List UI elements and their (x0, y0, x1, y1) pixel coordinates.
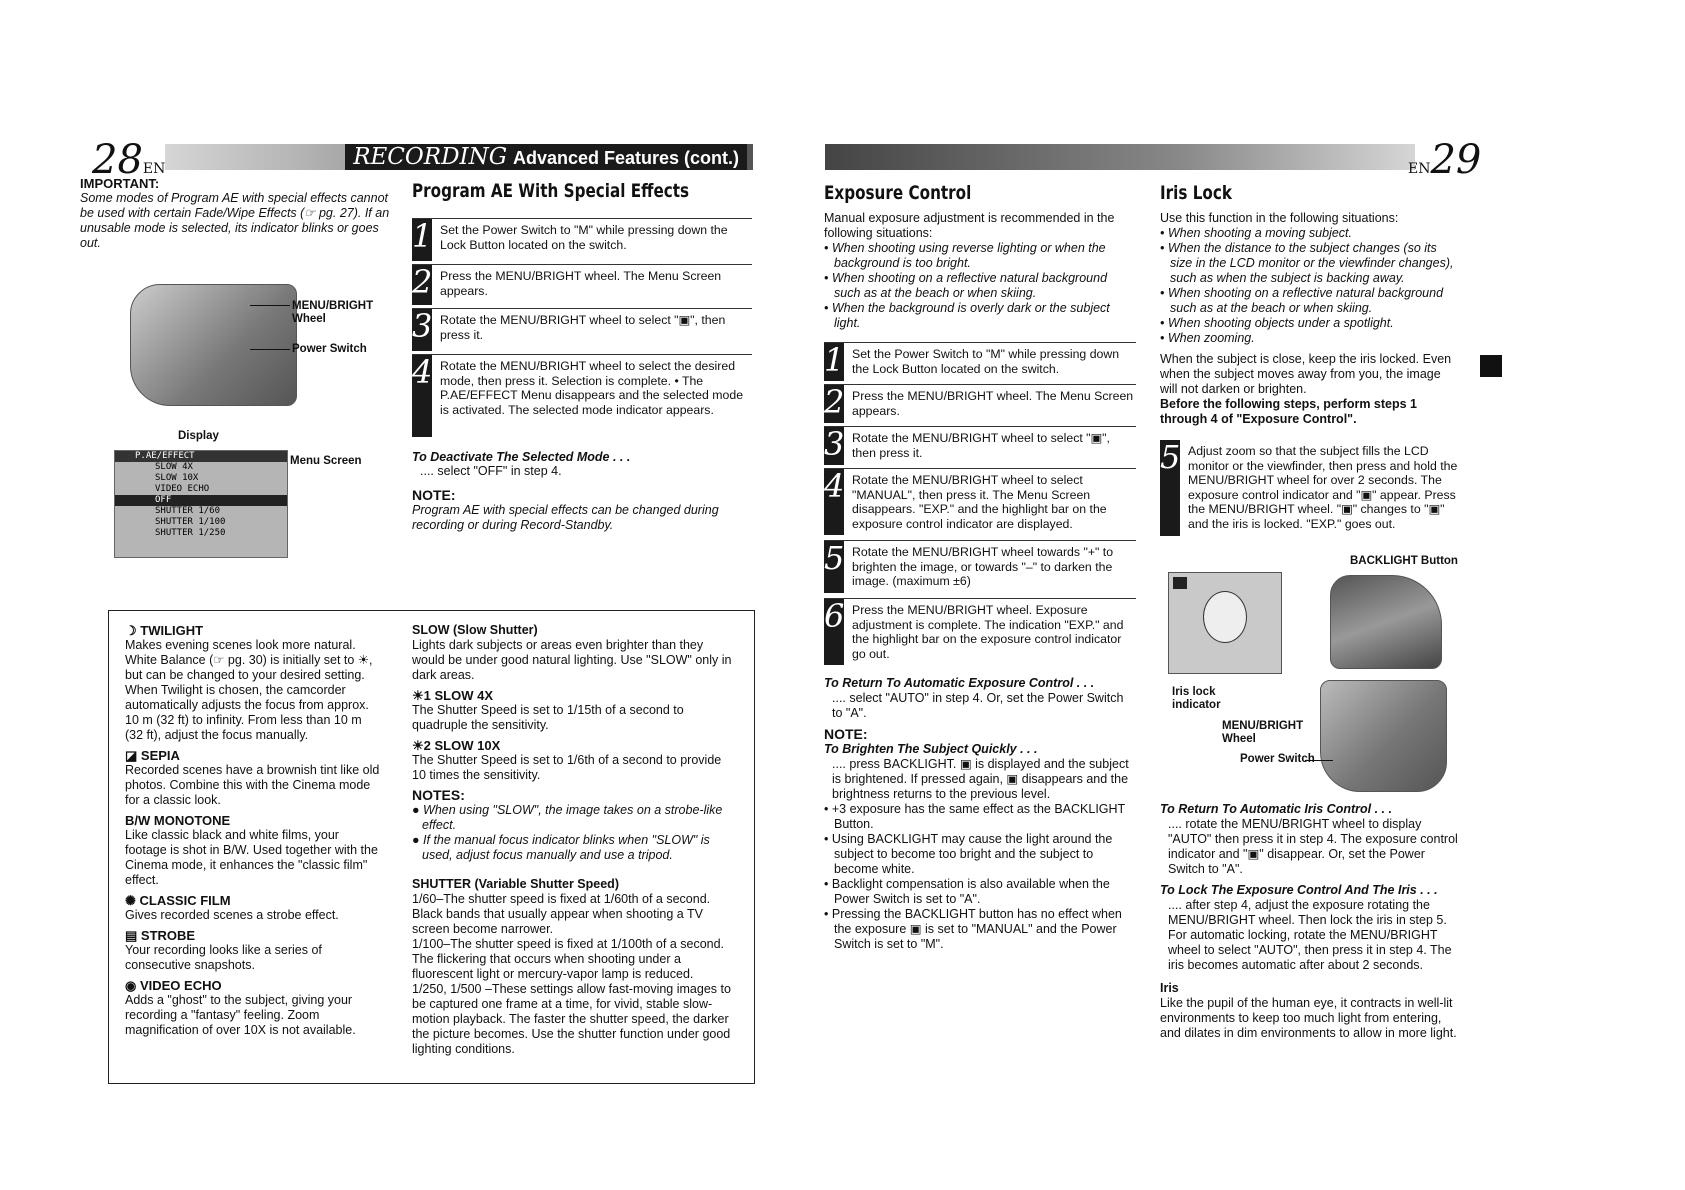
iris-def-title: Iris (1160, 981, 1179, 995)
note-item: • +3 exposure has the same effect as the BACKLIGHT Button. (824, 802, 1125, 831)
iris-before-text: Before the following steps, perform steps 1 through 4 of "Exposure Control". (1160, 397, 1417, 426)
case-item: • When shooting on a reflective natural background such as at the beach or when skiing. (1160, 286, 1444, 315)
note-item: ● When using "SLOW", the image takes on a strobe-like effect. (412, 803, 723, 832)
deactivate-text: .... select "OFF" in step 4. (420, 464, 562, 478)
label-display: Display (178, 430, 219, 442)
slow-10x-icon: ☀2 (412, 738, 431, 753)
important-block (80, 176, 390, 251)
leader-line (250, 305, 290, 306)
step-text: Rotate the MENU/BRIGHT wheel to select "▣", then press it. (852, 431, 1110, 460)
iris-lock-indicator-icon (1173, 577, 1187, 589)
slow-4x-head: ☀1 SLOW 4X (412, 688, 494, 703)
step-text: Rotate the MENU/BRIGHT wheel to select the desired mode, then press it. Selection is complete. • The P.AE/EFFECT Menu disappears and the selected mode is activated. The selected mode indicator appears. (440, 359, 744, 417)
iris-intro-block (1160, 211, 1460, 427)
step-number: 3 (824, 425, 845, 463)
case-item: • When the background is overly dark or the subject light. (824, 301, 1110, 330)
step-number: 4 (412, 355, 432, 437)
menu-item: VIDEO ECHO (155, 484, 210, 494)
mode-classic-film: ✺ CLASSIC FILM (125, 893, 231, 908)
twilight-icon: ☽ (125, 623, 137, 638)
header-bar-right (825, 144, 1415, 170)
section-title-exposure: Exposure Control (824, 182, 972, 204)
step-text: Press the MENU/BRIGHT wheel. Exposure adjustment is complete. The indication "EXP." and the highlight bar on the exposure control indicator go out. (852, 603, 1124, 661)
brighten-text: .... press BACKLIGHT. ▣ is displayed and the subject is brightened. If pressed again, ▣ disappears and the brightness returns to the previous level. (832, 757, 1129, 801)
leader-line (1305, 760, 1333, 761)
note-item: • Pressing the BACKLIGHT button has no effect when the exposure ▣ is set to "MANUAL" and the Power Switch is set to "M". (824, 907, 1122, 951)
menu-item: P.AE/EFFECT (115, 451, 287, 462)
exposure-notes-block (824, 676, 1136, 952)
section-title-iris-lock: Iris Lock (1160, 182, 1232, 204)
mode-text: Like classic black and white films, your footage is shot in B/W. Used together with the Cinema mode, it enhances the "classic film" effect. (125, 828, 378, 887)
exposure-cases (824, 241, 1136, 331)
menu-item: SLOW 4X (155, 462, 193, 472)
step-1 (412, 218, 752, 261)
strobe-icon: ▤ (125, 928, 138, 943)
deactivate-block (412, 450, 752, 533)
camcorder-illustration (130, 284, 297, 406)
exposure-intro: Manual exposure adjustment is recommended in the following situations: (824, 211, 1115, 240)
label-menu-bright-wheel-right: MENU/BRIGHT Wheel (1222, 720, 1304, 745)
menu-item: SLOW 10X (155, 473, 199, 483)
exp-step-2 (824, 384, 1136, 423)
mode-strobe: ▤ STROBE (125, 928, 196, 943)
mode-text: Makes evening scenes look more natural. White Balance (☞ pg. 30) is initially set to ☀, but can be changed to your desired setting. When Twilight is chosen, the camcorder automatically adjusts the focus from approx. 10 m (32 ft) to infinity. From less than 10 m (32 ft), adjust the focus manually. (125, 638, 373, 742)
return-auto-title: To Return To Automatic Exposure Control . . . (824, 676, 1095, 690)
label-power-switch: Power Switch (292, 343, 367, 355)
label-backlight-button: BACKLIGHT Button (1350, 555, 1458, 567)
iris-intro: Use this function in the following situations: (1160, 211, 1399, 225)
camcorder-top-illustration (1330, 575, 1442, 669)
return-auto-text: .... select "AUTO" in step 4. Or, set the Power Switch to "A". (832, 691, 1124, 720)
return-iris-title: To Return To Automatic Iris Control . . . (1160, 802, 1392, 816)
step-text: Rotate the MENU/BRIGHT wheel to select "▣", then press it. (440, 313, 726, 342)
shutter-title: SHUTTER (Variable Shutter Speed) (412, 877, 619, 891)
label-iris-lock-indicator: Iris lock indicator (1172, 686, 1221, 711)
step-4 (412, 354, 752, 437)
step-text: Adjust zoom so that the subject fills the LCD monitor or the viewfinder, then press and hold the MENU/BRIGHT wheel for over 2 seconds. The exposure control indicator and "▣" appear. Press the MENU/BRIGHT wheel. "▣" changes to "▣" and the iris is locked. "EXP." goes out. (1188, 444, 1458, 531)
notes-title: NOTES: (412, 787, 465, 803)
mode-video-echo: ◉ VIDEO ECHO (125, 978, 222, 993)
step-number: 1 (412, 219, 432, 261)
mode-text: Adds a "ghost" to the subject, giving your recording a "fantasy" feeling. Zoom magnification of over 10X is not available. (125, 993, 356, 1037)
slow-4x-icon: ☀1 (412, 688, 431, 703)
case-item: • When shooting objects under a spotlight. (1160, 316, 1394, 330)
modes-column-left (125, 623, 381, 1038)
step-text: Rotate the MENU/BRIGHT wheel towards "+" to brighten the image, or towards "–" to darken the image. (maximum ±6) (852, 545, 1114, 588)
iris-close-text: When the subject is close, keep the iris locked. Even when the subject moves away from you, the image will not darken or brighten. (1160, 352, 1452, 396)
note-title: NOTE: (824, 726, 868, 742)
note-item: ● If the manual focus indicator blinks when "SLOW" is used, adjust focus manually and use a tripod. (412, 833, 710, 862)
shutter-60-text: 1/60–The shutter speed is fixed at 1/60th of a second. Black bands that usually appear when shooting a TV screen become narrower. (412, 892, 711, 936)
brighten-title: To Brighten The Subject Quickly . . . (824, 742, 1038, 756)
note-bullets (824, 802, 1136, 952)
step-number: 5 (824, 541, 844, 593)
step-number: 6 (824, 599, 844, 665)
mode-text: Your recording looks like a series of consecutive snapshots. (125, 943, 322, 972)
step-number: 4 (824, 469, 844, 535)
exp-step-6 (824, 598, 1136, 665)
mode-sepia: ◪ SEPIA (125, 748, 180, 763)
exp-step-4 (824, 468, 1136, 535)
header-title-left: RECORDING Advanced Features (cont.) (345, 144, 747, 170)
step-2 (412, 264, 752, 305)
step-text: Set the Power Switch to "M" while pressing down the Lock Button located on the switch. (852, 347, 1120, 376)
menu-screen (114, 450, 288, 558)
side-tab-marker (1480, 355, 1502, 377)
mode-monotone: B/W MONOTONE (125, 813, 231, 828)
step-3 (412, 308, 752, 351)
sepia-icon: ◪ (125, 748, 138, 763)
return-iris-text: .... rotate the MENU/BRIGHT wheel to display "AUTO" then press it in step 4. The exposure control indicator and "▣" disappear. Or, set the Power Switch to "A". (1168, 817, 1458, 876)
step-number: 2 (412, 265, 432, 305)
note-item: • Using BACKLIGHT may cause the light around the subject to become too bright and the subject to become white. (824, 832, 1113, 876)
classic-film-icon: ✺ (125, 893, 136, 908)
label-menu-bright-wheel: MENU/BRIGHT Wheel (292, 300, 374, 325)
exposure-intro-block (824, 211, 1136, 331)
step-number: 2 (824, 383, 845, 421)
slow-title: SLOW (Slow Shutter) (412, 623, 538, 637)
lock-both-text: .... after step 4, adjust the exposure rotating the MENU/BRIGHT wheel. Then lock the iris in step 5. For automatic locking, rotate the MENU/BRIGHT wheel to select "AUTO", then press it in step 4. The iris becomes automatic after about 2 seconds. (1168, 898, 1452, 972)
step-number: 3 (412, 309, 432, 351)
deactivate-title: To Deactivate The Selected Mode . . . (412, 450, 631, 464)
note-text: Program AE with special effects can be changed during recording or during Record-Standby. (412, 503, 719, 532)
menu-item-selected: OFF (115, 495, 287, 506)
label-menu-screen: Menu Screen (290, 455, 362, 467)
case-item: • When zooming. (1160, 331, 1255, 345)
case-item: • When the distance to the subject changes (so its size in the LCD monitor or the viewfinder changes), such as when the subject is backing away. (1160, 241, 1454, 285)
monotone-icon: B/W (125, 813, 151, 828)
menu-item: SHUTTER 1/100 (155, 517, 226, 527)
mode-text: Gives recorded scenes a strobe effect. (125, 908, 339, 922)
slow-text: Lights dark subjects or areas even brighter than they would be under good natural lighting. Use "SLOW" only in dark areas. (412, 638, 732, 682)
lock-both-title: To Lock The Exposure Control And The Iris . . . (1160, 883, 1438, 897)
note-item: • Backlight compensation is also available when the Power Switch is set to "A". (824, 877, 1110, 906)
page-number-right: EN29 (1408, 137, 1482, 183)
exp-step-5 (824, 540, 1136, 593)
note-title: NOTE: (412, 487, 456, 503)
step-text: Press the MENU/BRIGHT wheel. The Menu Screen appears. (852, 389, 1134, 418)
exp-step-3 (824, 426, 1136, 465)
step-text: Set the Power Switch to "M" while pressing down the Lock Button located on the switch. (440, 223, 728, 252)
case-item: • When shooting on a reflective natural background such as at the beach or when skiing. (824, 271, 1108, 300)
header-bar-left (165, 144, 753, 170)
menu-item: SHUTTER 1/250 (155, 528, 226, 538)
section-title-program-ae: Program AE With Special Effects (412, 180, 690, 202)
iris-step-5 (1160, 440, 1460, 536)
mode-text: Recorded scenes have a brownish tint like old photos. Combine this with the Cinema mode for a classic look. (125, 763, 380, 807)
case-item: • When shooting using reverse lighting or when the background is too bright. (824, 241, 1106, 270)
important-text: Some modes of Program AE with special effects cannot be used with certain Fade/Wipe Effects (☞ pg. 27). If an unusable mode is selected, its indicator blinks or goes out. (80, 191, 390, 250)
step-number: 1 (824, 341, 845, 379)
step-number: 5 (1160, 440, 1180, 536)
iris-notes-block (1160, 802, 1460, 1041)
page-number-left: 28EN (92, 137, 166, 183)
mode-twilight: ☽ TWILIGHT (125, 623, 204, 638)
slow-10x-head: ☀2 SLOW 10X (412, 738, 501, 753)
iris-def-text: Like the pupil of the human eye, it contracts in well-lit environments to keep too much light from entering, and dilates in dim environments to allow in more light. (1160, 996, 1457, 1040)
slow-4x-text: The Shutter Speed is set to 1/15th of a second to quadruple the sensitivity. (412, 703, 684, 732)
exp-step-1 (824, 342, 1136, 381)
slow-10x-text: The Shutter Speed is set to 1/6th of a second to provide 10 times the sensitivity. (412, 753, 722, 782)
step-text: Rotate the MENU/BRIGHT wheel to select "MANUAL", then press it. The Menu Screen disappears. "EXP." and the highlight bar on the exposure control indicator are displayed. (852, 473, 1107, 531)
leader-line (250, 349, 290, 350)
label-power-switch-right: Power Switch (1240, 753, 1315, 765)
modes-box (108, 610, 755, 1084)
iris-cases (1160, 226, 1460, 346)
video-echo-icon: ◉ (125, 978, 137, 993)
camcorder-side-illustration (1320, 680, 1447, 792)
modes-column-right (412, 623, 734, 1057)
shutter-100-text: 1/100–The shutter speed is fixed at 1/100th of a second. The flickering that occurs when shooting under a fluorescent light or mercury-vapor lamp is reduced. (412, 937, 725, 981)
shutter-250-text: 1/250, 1/500 –These settings allow fast-moving images to be captured one frame at a time, for vivid, stable slow-motion playback. The faster the shutter speed, the darker the picture becomes. Use the shutter function under good lighting conditions. (412, 982, 731, 1056)
notes-list (412, 803, 734, 863)
case-item: • When shooting a moving subject. (1160, 226, 1352, 240)
lcd-preview (1168, 572, 1282, 674)
face-illustration (1203, 591, 1247, 643)
step-text: Press the MENU/BRIGHT wheel. The Menu Screen appears. (440, 269, 722, 298)
menu-item: SHUTTER 1/60 (155, 506, 221, 516)
important-title: IMPORTANT: (80, 176, 160, 191)
